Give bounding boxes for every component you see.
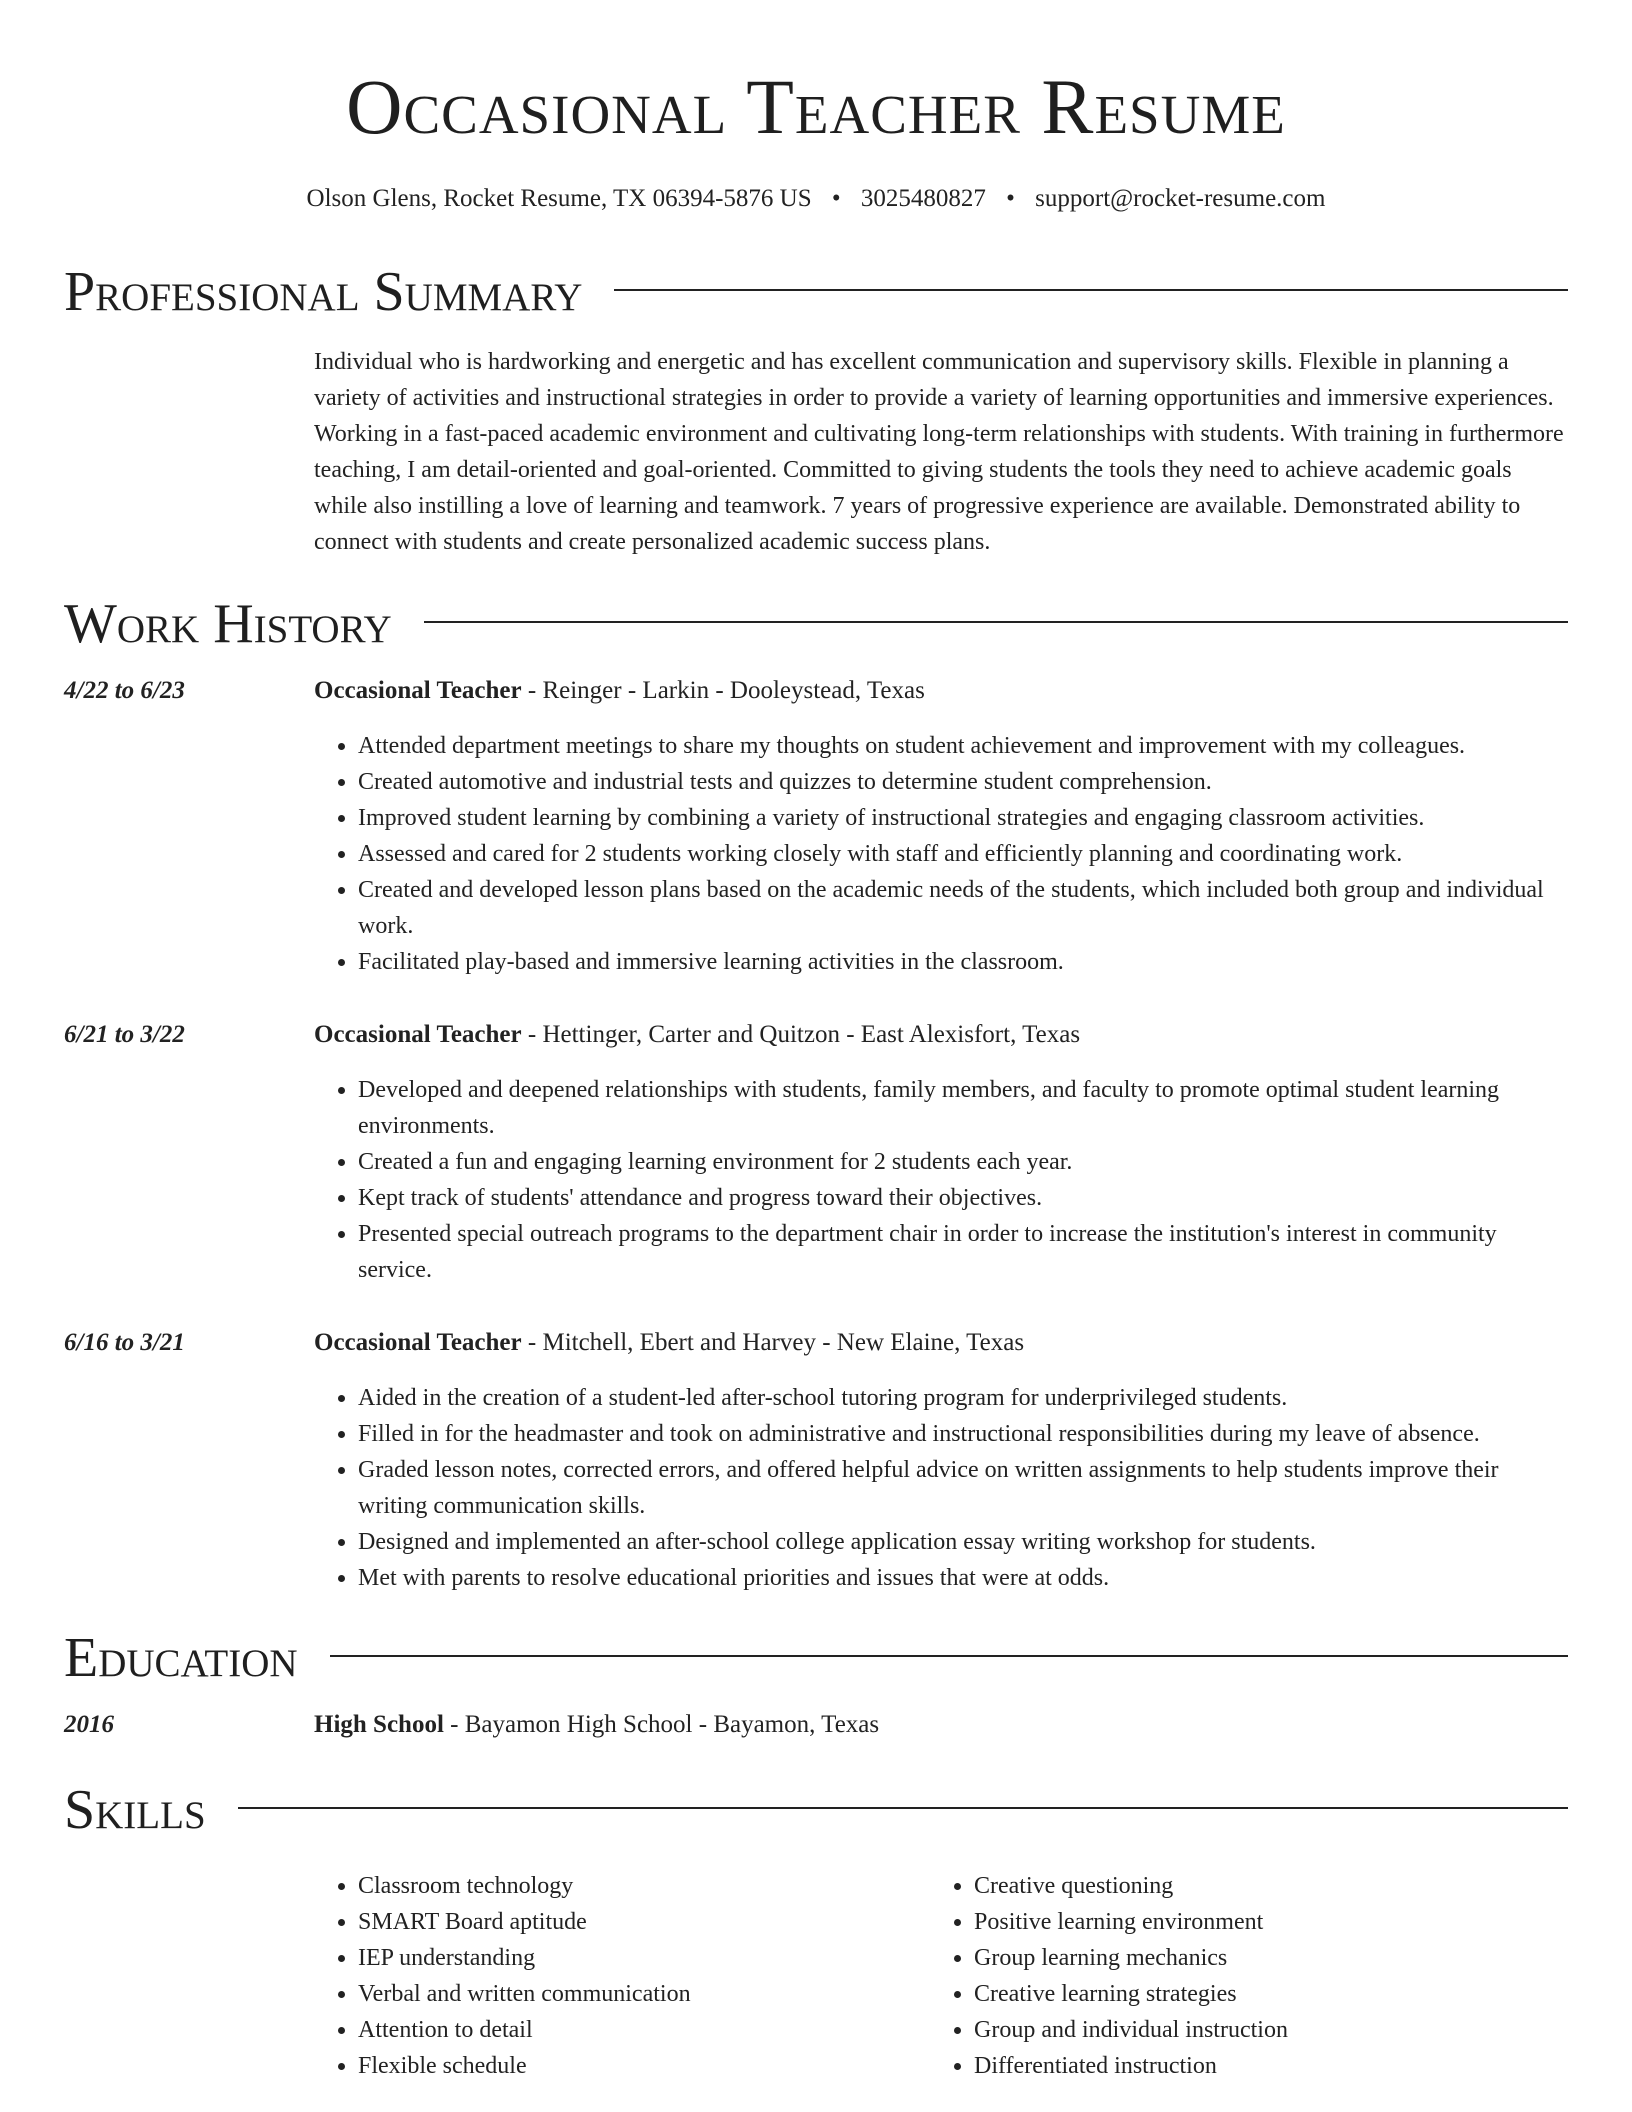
list-item: • Created automotive and industrial tests and quizzes to determine student comprehension.: [358, 764, 1568, 800]
skill-item: • Creative questioning: [974, 1868, 1546, 1904]
job-role: Occasional Teacher: [314, 1329, 522, 1356]
skill-item: • IEP understanding: [358, 1940, 930, 1976]
skill-item: • Differentiated instruction: [974, 2048, 1546, 2084]
skill-item: • Group learning mechanics: [974, 1940, 1546, 1976]
contact-separator: •: [831, 185, 841, 212]
section-title-work: Work History: [64, 593, 392, 655]
skill-item: • Flexible schedule: [358, 2048, 930, 2084]
job-title-line: [314, 674, 1568, 708]
section-header-skills: [64, 1779, 1568, 1841]
section-title-skills: Skills: [64, 1779, 206, 1841]
list-item: • Created a fun and engaging learning environment for 2 students each year.: [358, 1144, 1568, 1180]
list-item: • Designed and implemented an after-school college application essay writing workshop for students.: [358, 1524, 1568, 1560]
contact-line: [64, 184, 1568, 214]
section-header-education: [64, 1627, 1568, 1689]
section-header-work: [64, 593, 1568, 655]
summary-text: Individual who is hardworking and energetic and has excellent communication and supervisory skills. Flexible in planning a variety of activities and instructional strategies in order to provide a variety of learning opportunities and immersive experiences. Working in a fast-paced academic environment and cultivating long-term relationships with students. With training in furthermore teaching, I am detail-oriented and goal-oriented. Committed to giving students the tools they need to achieve academic goals while also instilling a love of learning and teamwork. 7 years of progressive experience are available. Demonstrated ability to connect with students and create personalized academic success plans.: [314, 349, 1564, 555]
list-item: • Presented special outreach programs to the department chair in order to increase the institution's interest in community service.: [358, 1216, 1568, 1288]
education-school: - Bayamon High School - Bayamon, Texas: [443, 1711, 880, 1738]
education-content: [314, 1708, 1568, 1742]
summary-spacer: [64, 344, 314, 560]
education-degree: High School: [314, 1711, 444, 1738]
skill-item: • Creative learning strategies: [974, 1976, 1546, 2012]
list-item: • Improved student learning by combining a variety of instructional strategies and engaging classroom activities.: [358, 800, 1568, 836]
page-title: Occasional Teacher Resume: [346, 63, 1286, 150]
skill-item: • Classroom technology: [358, 1868, 930, 1904]
list-item: • Aided in the creation of a student-led after-school tutoring program for underprivileged students.: [358, 1380, 1568, 1416]
list-item: • Kept track of students' attendance and progress toward their objectives.: [358, 1180, 1568, 1216]
contact-email: support@rocket-resume.com: [1035, 185, 1326, 212]
job-employer: - Hettinger, Carter and Quitzon - East Alexisfort, Texas: [521, 1021, 1081, 1048]
list-item: • Facilitated play-based and immersive learning activities in the classroom.: [358, 944, 1568, 980]
job-title-line: [314, 1018, 1568, 1052]
job-content: [314, 1326, 1568, 1596]
education-entry: [64, 1708, 1568, 1742]
job-bullets: [314, 1072, 1568, 1288]
list-item: • Filled in for the headmaster and took on administrative and instructional responsibilities during my leave of absence.: [358, 1416, 1568, 1452]
job-role: Occasional Teacher: [314, 677, 522, 704]
list-item: • Graded lesson notes, corrected errors, and offered helpful advice on written assignments to help students improve their writing communication skills.: [358, 1452, 1568, 1524]
list-item: • Created and developed lesson plans based on the academic needs of the students, which included both group and individual work.: [358, 872, 1568, 944]
job-employer: - Mitchell, Ebert and Harvey - New Elaine, Texas: [521, 1329, 1025, 1356]
list-item: • Developed and deepened relationships with students, family members, and faculty to promote optimal student learning environments.: [358, 1072, 1568, 1144]
section-divider: [614, 289, 1568, 291]
job-dates: 6/16 to 3/21: [64, 1329, 185, 1356]
contact-phone: 3025480827: [860, 185, 986, 212]
skill-item: • Attention to detail: [358, 2012, 930, 2048]
list-item: • Met with parents to resolve educational priorities and issues that were at odds.: [358, 1560, 1568, 1596]
skills-list-left: [314, 1868, 930, 2084]
skills-row: [64, 1868, 1568, 2084]
contact-address: Olson Glens, Rocket Resume, TX 06394-5876 US: [306, 185, 812, 212]
job-content: [314, 674, 1568, 980]
skills-list-right: [930, 1868, 1546, 2084]
job-entry: [64, 674, 1568, 980]
summary-row: [64, 344, 1568, 560]
list-item: • Assessed and cared for 2 students working closely with staff and efficiently planning and coordinating work.: [358, 836, 1568, 872]
section-header-summary: [64, 261, 1568, 323]
job-title-line: [314, 1326, 1568, 1360]
job-employer: - Reinger - Larkin - Dooleystead, Texas: [521, 677, 925, 704]
skill-item: • Group and individual instruction: [974, 2012, 1546, 2048]
section-title-summary: Professional Summary: [64, 261, 583, 323]
job-role: Occasional Teacher: [314, 1021, 522, 1048]
job-entry: [64, 1326, 1568, 1596]
skills-spacer: [64, 1868, 314, 2084]
job-bullets: [314, 1380, 1568, 1596]
skill-item: • Positive learning environment: [974, 1904, 1546, 1940]
section-title-education: Education: [64, 1627, 298, 1689]
section-divider: [424, 621, 1568, 623]
section-divider: [238, 1807, 1568, 1809]
job-dates: 4/22 to 6/23: [64, 677, 185, 704]
education-year: 2016: [64, 1711, 114, 1738]
skill-item: • Verbal and written communication: [358, 1976, 930, 2012]
job-entry: [64, 1018, 1568, 1288]
skills-columns: [314, 1868, 1546, 2084]
job-bullets: [314, 728, 1568, 980]
skill-item: • SMART Board aptitude: [358, 1904, 930, 1940]
job-dates: 6/21 to 3/22: [64, 1021, 185, 1048]
list-item: • Attended department meetings to share my thoughts on student achievement and improvement with my colleagues.: [358, 728, 1568, 764]
job-content: [314, 1018, 1568, 1288]
section-divider: [330, 1655, 1568, 1657]
contact-separator: •: [1006, 185, 1015, 212]
